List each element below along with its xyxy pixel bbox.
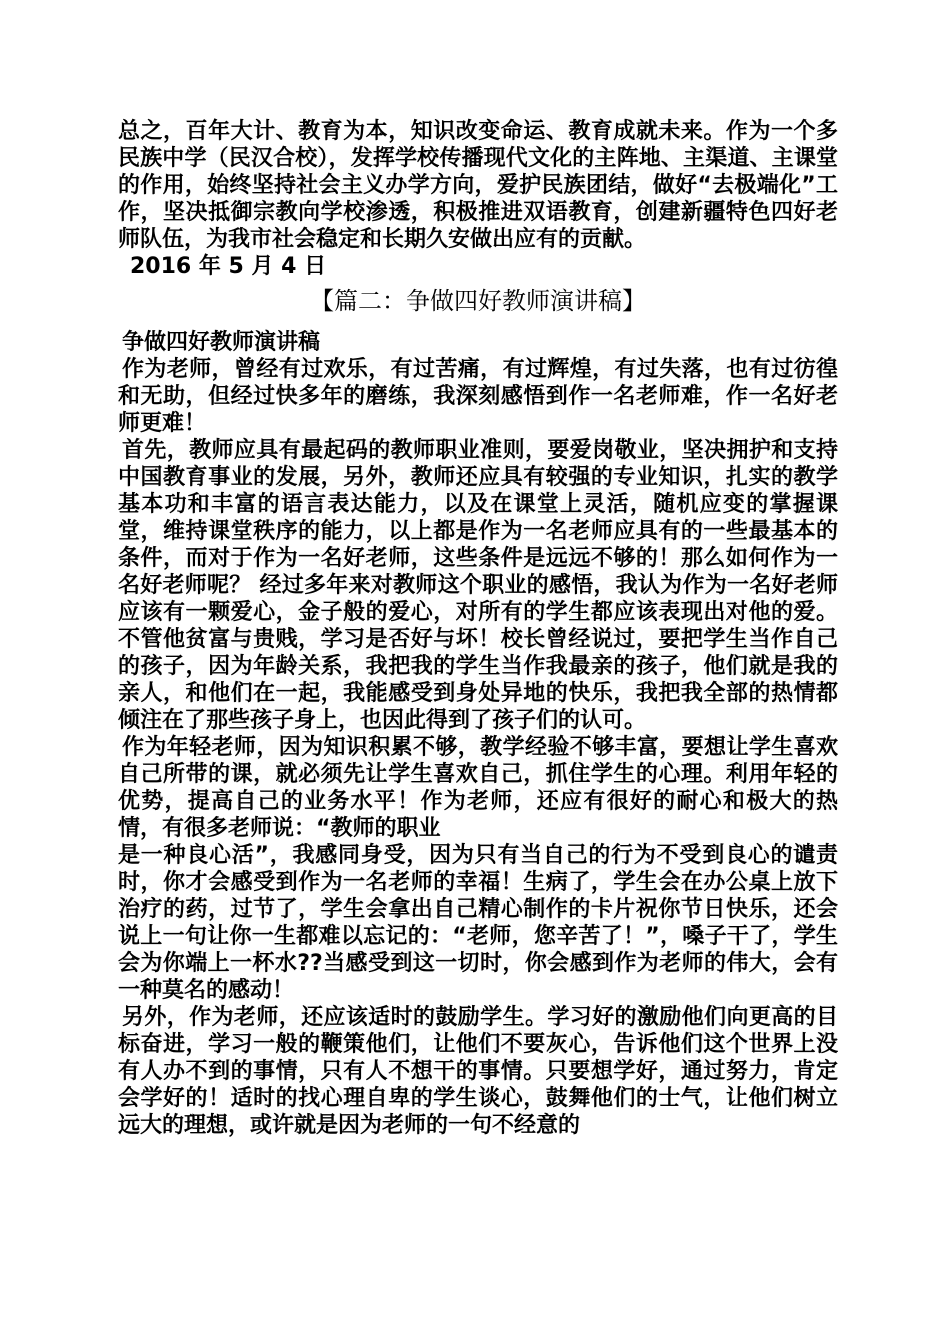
body-paragraph: 另外，作为老师，还应该适时的鼓励学生。学习好的激励他们向更高的目标奋进，学习一般的鞭策他们，让他们不要灰心，告诉他们这个世界上没有人办不到的事情，只有人不想干的事情。只要想学好，通过努力，肯定会学好的！适时的找心理自卑的学生谈心，鼓舞他们的士气，让他们树立远大的理想，或许就是因为老师的一句不经意的 [118, 1005, 838, 1138]
document-page [118, 118, 838, 1139]
closing-paragraph: 总之，百年大计、教育为本，知识改变命运、教育成就未来。作为一个多民族中学（民汉合校），发挥学校传播现代文化的主阵地、主渠道、主课堂的作用，始终坚持社会主义办学方向，爱护民族团结，做好“去极端化”工作，坚决抵御宗教向学校渗透，积极推进双语教育，创建新疆特色四好老师队伍，为我市社会稳定和长期久安做出应有的贡献。 [118, 119, 838, 252]
body-paragraph: 作为老师，曾经有过欢乐，有过苦痛，有过辉煌，有过失落，也有过彷徨和无助，但经过快多年的磨练，我深刻感悟到作一名老师难，作一名好老师更难！ [118, 357, 838, 436]
document-date: 2016 年 5 月 4 日 [130, 254, 327, 279]
body-paragraph: 作为年轻老师，因为知识积累不够，教学经验不够丰富，要想让学生喜欢自己所带的课，就必须先让学生喜欢自己，抓住学生的心理。利用年轻的优势，提高自己的业务水平！作为老师，还应有很好的耐心和极大的热情，有很多老师说：“教师的职业 [118, 735, 838, 841]
section-title: 【篇二：争做四好教师演讲稿】 [310, 287, 646, 315]
body-paragraph: 首先，教师应具有最起码的教师职业准则，要爱岗敬业，坚决拥护和支持中国教育事业的发展，另外，教师还应具有较强的专业知识，扎实的教学基本功和丰富的语言表达能力，以及在课堂上灵活，随机应变的掌握课堂，维持课堂秩序的能力，以上都是作为一名老师应具有的一些最基本的条件，而对于作为一名好老师，这些条件是远远不够的！那么如何作为一名好老师呢？ 经过多年来对教师这个职业的感悟，我认为作为一名好老师应该有一颗爱心，金子般的爱心，对所有的学生都应该表现出对他的爱。不管他贫富与贵贱，学习是否好与坏！校长曾经说过，要把学生当作自己的孩子，因为年龄关系，我把我的学生当作我最亲的孩子，他们就是我的亲人，和他们在一起，我能感受到身处异地的快乐，我把我全部的热情都倾注在了那些孩子身上，也因此得到了孩子们的认可。 [118, 438, 838, 733]
speech-title: 争做四好教师演讲稿 [122, 330, 321, 355]
body-paragraph: 是一种良心活”，我感同身受，因为只有当自己的行为不受到良心的谴责时，你才会感受到作为一名老师的幸福！生病了，学生会在办公桌上放下治疗的药，过节了，学生会拿出自己精心制作的卡片祝你节日快乐，还会说上一句让你一生都难以忘记的：“老师，您辛苦了！”，嗓子干了，学生会为你端上一杯水??当感受到这一切时，你会感到作为老师的伟大，会有一种莫名的感动！ [118, 843, 838, 1003]
